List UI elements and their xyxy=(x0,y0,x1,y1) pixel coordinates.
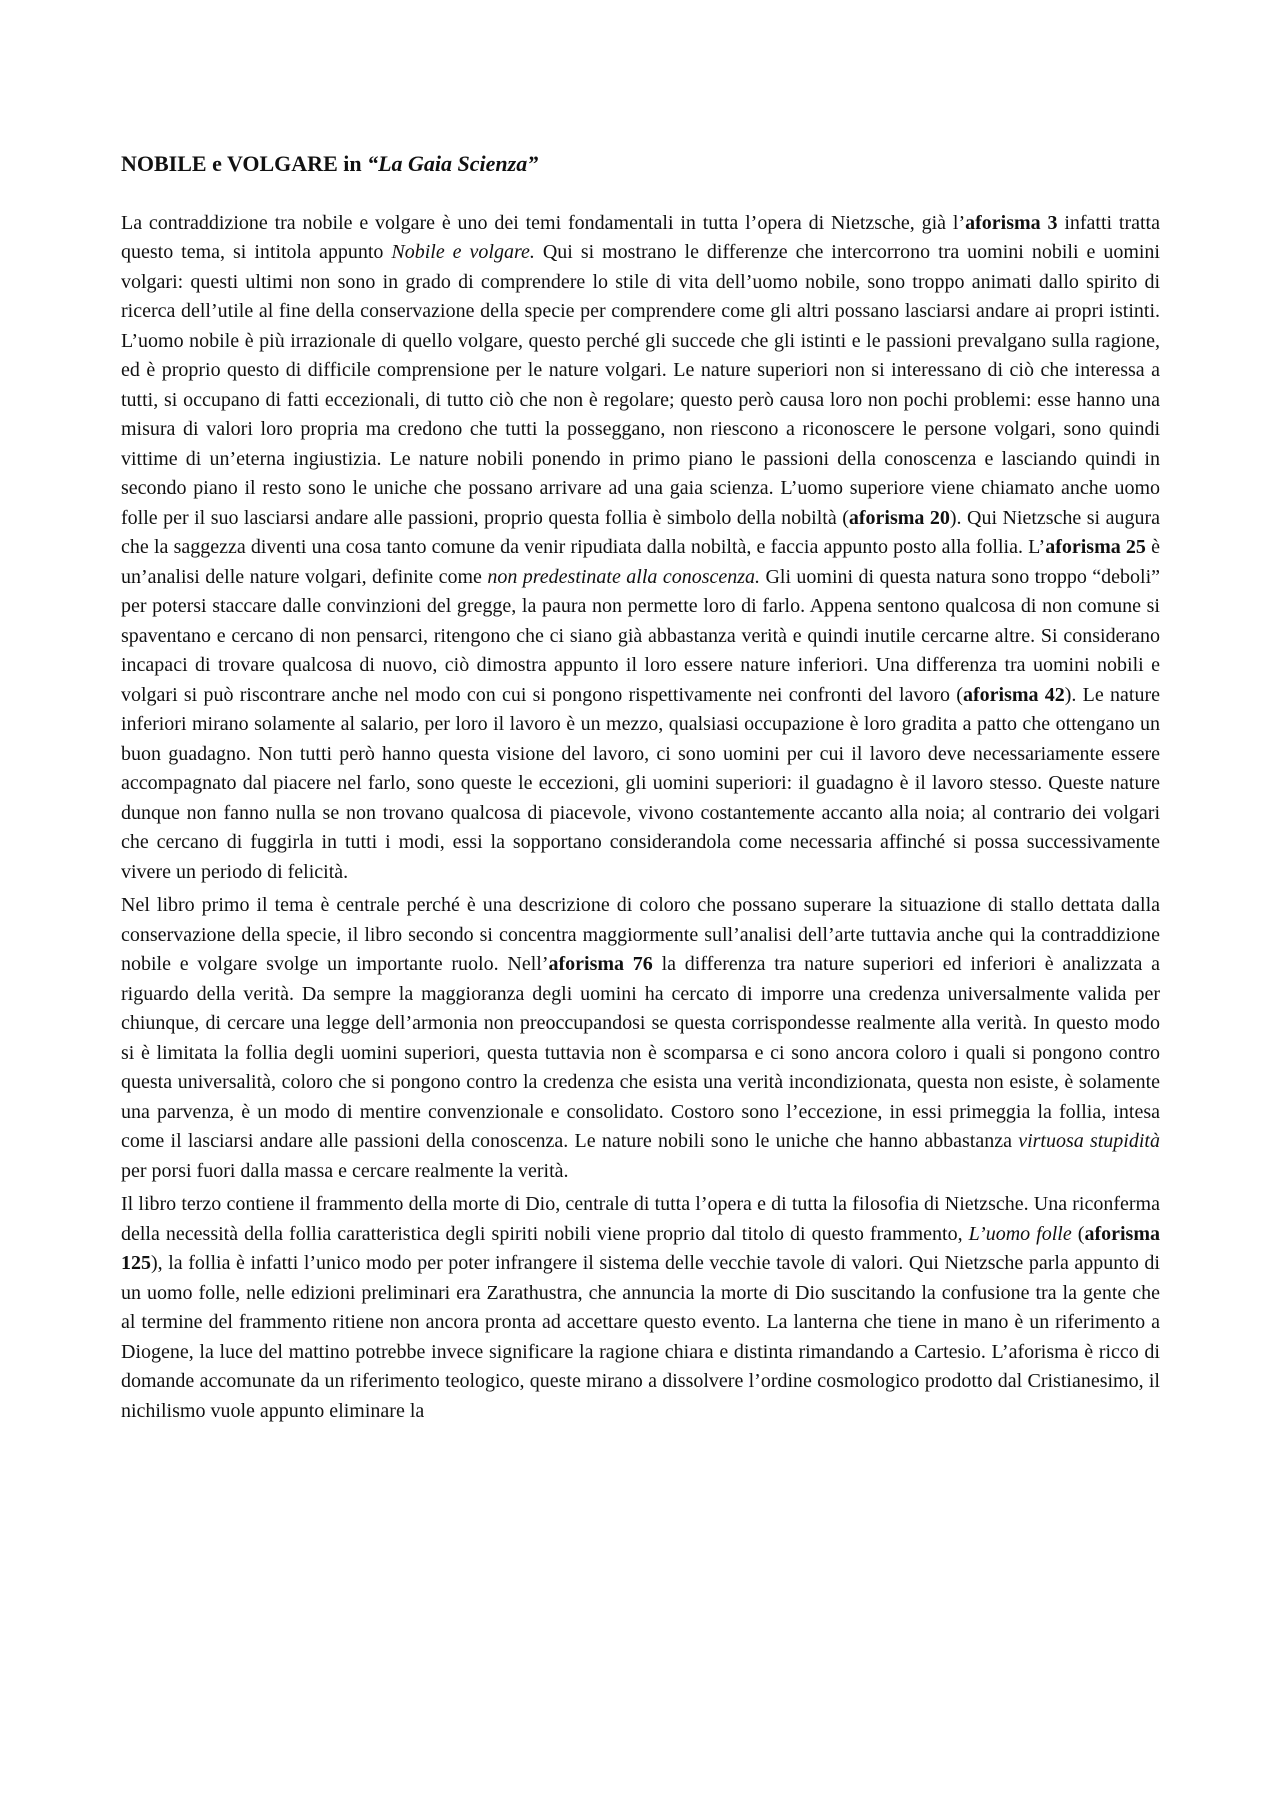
text-run: Nel libro primo il tema è centrale perché è una descrizione di coloro che possano superare la situazione di stallo dettata dalla conservazione della specie, il libro secondo si concentra maggiormente sull’analisi dell’arte tuttavia anche qui la contraddizione nobile e volgare svolge un importante ruolo. Nell’ xyxy=(121,894,1160,976)
bold-reference: aforisma 76 xyxy=(548,953,653,976)
text-run: per porsi fuori dalla massa e cercare realmente la verità. xyxy=(121,1159,569,1182)
bold-reference: aforisma 3 xyxy=(965,211,1058,234)
title-text: NOBILE e VOLGARE in xyxy=(121,151,368,176)
paragraph xyxy=(121,209,1160,888)
bold-reference: aforisma 25 xyxy=(1045,536,1146,559)
paragraph xyxy=(121,1190,1160,1426)
bold-reference: aforisma 42 xyxy=(962,683,1065,706)
text-run: Il libro terzo contiene il frammento della morte di Dio, centrale di tutta l’opera e di tutta la filosofia di Nietzsche. Una riconferma della necessità della follia caratteristica degli spiriti nobili viene proprio dal titolo di questo frammento, xyxy=(121,1193,1160,1245)
text-run: ( xyxy=(1071,1222,1085,1245)
text-run: Gli uomini di questa natura sono troppo “deboli” per potersi staccare dalle convinzioni del gregge, la paura non permette loro di farlo. Appena sentono qualcosa di non comune si spaventano e cercano di non pensarci, ritengono che ci siano già abbastanza verità e quindi inutile cercarne altre. Si considerano incapaci di trovare qualcosa di nuovo, ciò dimostra appunto il loro essere nature inferiori. Una differenza tra uomini nobili e volgari si può riscontrare anche nel modo con cui si pongono rispettivamente nei confronti del lavoro ( xyxy=(121,565,1161,706)
text-run: La contraddizione tra nobile e volgare è uno dei temi fondamentali in tutta l’opera di Nietzsche, già l’ xyxy=(121,211,966,234)
text-run: ). Qui Nietzsche si augura che la saggezza diventi una cosa tanto comune da venir ripudiata dalla nobiltà, e faccia appunto posto alla follia. L’ xyxy=(121,506,1160,559)
italic-text: non predestinate alla conoscenza. xyxy=(487,565,761,588)
paragraph xyxy=(121,891,1160,1186)
italic-text: Nobile e volgare. xyxy=(391,241,535,264)
bold-reference: aforisma 20 xyxy=(848,506,950,529)
document-body xyxy=(121,209,1160,1427)
text-run: ), la follia è infatti l’unico modo per poter infrangere il sistema delle vecchie tavole di valori. Qui Nietzsche parla appunto di un uomo folle, nelle edizioni preliminari era Zarathustra, che annuncia la morte di Dio suscitando la confusione tra la gente che al termine del frammento ritiene non ancora pronta ad accettare questo evento. La lanterna che tiene in mano è un riferimento a Diogene, la luce del mattino potrebbe invece significare la ragione chiara e distinta rimandando a Cartesio. L’aforisma è ricco di domande accomunate da un riferimento teologico, queste mirano a dissolvere l’ordine cosmologico prodotto dal Cristianesimo, il nichilismo vuole appunto eliminare la xyxy=(121,1252,1160,1422)
document-title xyxy=(121,150,1160,179)
text-run: è un’analisi delle nature volgari, definite come xyxy=(121,536,1160,588)
text-run: Qui si mostrano le differenze che intercorrono tra uomini nobili e uomini volgari: questi ultimi non sono in grado di comprendere lo stile di vita dell’uomo nobile, sono troppo animati dallo spirito di ricerca dell’utile al fine della conservazione della specie per comprendere come gli altri possano lasciarsi andare ai propri istinti. L’uomo nobile è più irrazionale di quello volgare, questo perché gli succede che gli istinti e le passioni prevalgano sulla ragione, ed è proprio questo di difficile comprensione per le nature volgari. Le nature superiori non si interessano di ciò che interessa a tutti, si occupano di fatti eccezionali, di tutto ciò che non è regolare; questo però causa loro non pochi problemi: esse hanno una misura di valori loro propria ma credono che tutti la posseggano, non riescono a riconoscere le persone volgari, sono quindi vittime di un’eterna ingiustizia. Le nature nobili ponendo in primo piano le passioni della conoscenza e lasciando quindi in secondo piano il resto sono le uniche che possano arrivare ad una gaia scienza. L’uomo superiore viene chiamato anche uomo folle per il suo lasciarsi andare alle passioni, proprio questa follia è simbolo della nobiltà ( xyxy=(121,241,1160,529)
text-run: la differenza tra nature superiori ed inferiori è analizzata a riguardo della verità. Da sempre la maggioranza degli uomini ha cercato di imporre una credenza universalmente valida per chiunque, di cercare una legge dell’armonia non preoccupandosi se questa corrispondesse realmente alla verità. In questo modo si è limitata la follia degli uomini superiori, questa tuttavia non è scomparsa e ci sono ancora coloro i quali si pongono contro questa universalità, coloro che si pongono contro la credenza che esista una verità incondizionata, questa non esiste, è solamente una parvenza, è un modo di mentire convenzionale e consolidato. Costoro sono l’eccezione, in essi primeggia la follia, intesa come il lasciarsi andare alle passioni della conoscenza. Le nature nobili sono le uniche che hanno abbastanza xyxy=(121,953,1160,1153)
text-run: infatti tratta questo tema, si intitola appunto xyxy=(121,211,1160,264)
text-run: ). Le nature inferiori mirano solamente al salario, per loro il lavoro è un mezzo, qualsiasi occupazione è loro gradita a patto che ottengano un buon guadagno. Non tutti però hanno questa visione del lavoro, ci sono uomini per cui il lavoro deve necessariamente essere accompagnato dal piacere nel farlo, sono queste le eccezioni, gli uomini superiori: il guadagno è il lavoro stesso. Queste nature dunque non fanno nulla se non trovano qualcosa di piacevole, vivono costantemente accanto alla noia; al contrario dei volgari che cercano di fuggirla in tutti i modi, essi la sopportano considerandola come necessaria affinché si possa successivamente vivere un periodo di felicità. xyxy=(121,683,1160,883)
italic-text: virtuosa stupidità xyxy=(1018,1130,1160,1153)
title-work-name: “La Gaia Scienza” xyxy=(367,151,539,176)
italic-text: L’uomo folle xyxy=(968,1222,1072,1245)
bold-reference: aforisma 125 xyxy=(121,1222,1160,1275)
